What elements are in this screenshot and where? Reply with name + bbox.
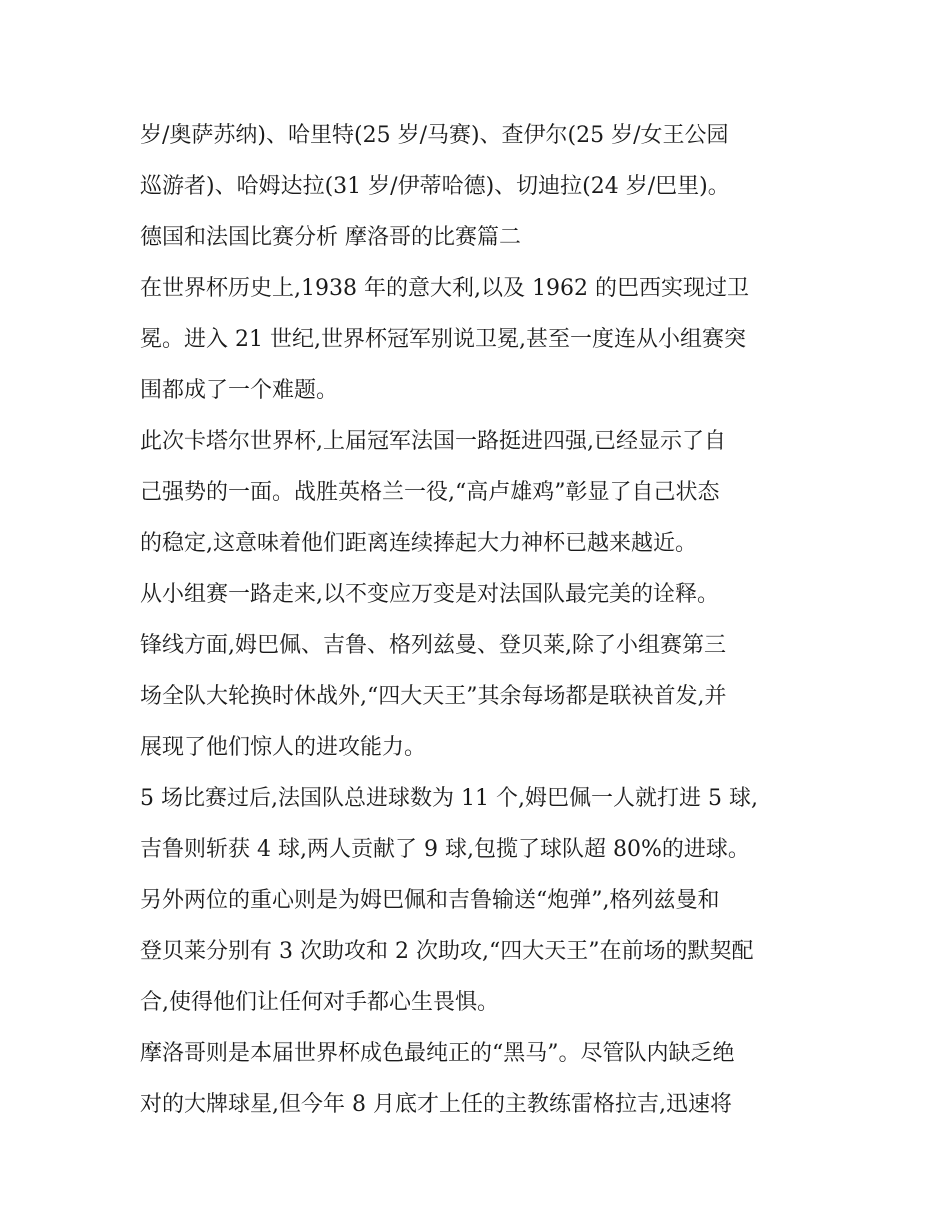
text-line: 合,使得他们让任何对手都心生畏惧。 bbox=[140, 990, 499, 1015]
text-line: 展现了他们惊人的进攻能力。 bbox=[140, 735, 427, 760]
text-line: 巡游者)、哈姆达拉(31 岁/伊蒂哈德)、切迪拉(24 岁/巴里)。 bbox=[140, 174, 730, 199]
text-line: 的稳定,这意味着他们距离连续捧起大力神杯已越来越近。 bbox=[140, 531, 697, 556]
text-line: 场全队大轮换时休战外,“四大天王”其余每场都是联袂首发,并 bbox=[140, 684, 727, 709]
text-line: 对的大牌球星,但今年 8 月底才上任的主教练雷格拉吉,迅速将 bbox=[140, 1092, 732, 1117]
text-line: 锋线方面,姆巴佩、吉鲁、格列兹曼、登贝莱,除了小组赛第三 bbox=[140, 633, 726, 658]
text-line: 岁/奥萨苏纳)、哈里特(25 岁/马赛)、查伊尔(25 岁/女王公园 bbox=[140, 123, 729, 148]
text-line: 5 场比赛过后,法国队总进球数为 11 个,姆巴佩一人就打进 5 球, bbox=[140, 786, 758, 811]
text-line: 围都成了一个难题。 bbox=[140, 378, 339, 403]
text-line: 己强势的一面。战胜英格兰一役,“高卢雄鸡”彰显了自己状态 bbox=[140, 480, 720, 505]
section-heading: 德国和法国比赛分析 摩洛哥的比赛篇二 bbox=[140, 225, 521, 250]
text-line: 从小组赛一路走来,以不变应万变是对法国队最完美的诠释。 bbox=[140, 582, 719, 607]
text-line: 此次卡塔尔世界杯,上届冠军法国一路挺进四强,已经显示了自 bbox=[140, 429, 726, 454]
text-line: 吉鲁则斩获 4 球,两人贡献了 9 球,包揽了球队超 80%的进球。 bbox=[140, 837, 750, 862]
text-line: 在世界杯历史上,1938 年的意大利,以及 1962 的巴西实现过卫 bbox=[140, 276, 749, 301]
text-line: 摩洛哥则是本届世界杯成色最纯正的“黑马”。尽管队内缺乏绝 bbox=[140, 1041, 735, 1066]
text-line: 另外两位的重心则是为姆巴佩和吉鲁输送“炮弹”,格列兹曼和 bbox=[140, 888, 720, 913]
text-line: 登贝莱分别有 3 次助攻和 2 次助攻,“四大天王”在前场的默契配 bbox=[140, 939, 754, 964]
document-body bbox=[140, 110, 820, 1130]
text-line: 冕。进入 21 世纪,世界杯冠军别说卫冕,甚至一度连从小组赛突 bbox=[140, 327, 746, 352]
